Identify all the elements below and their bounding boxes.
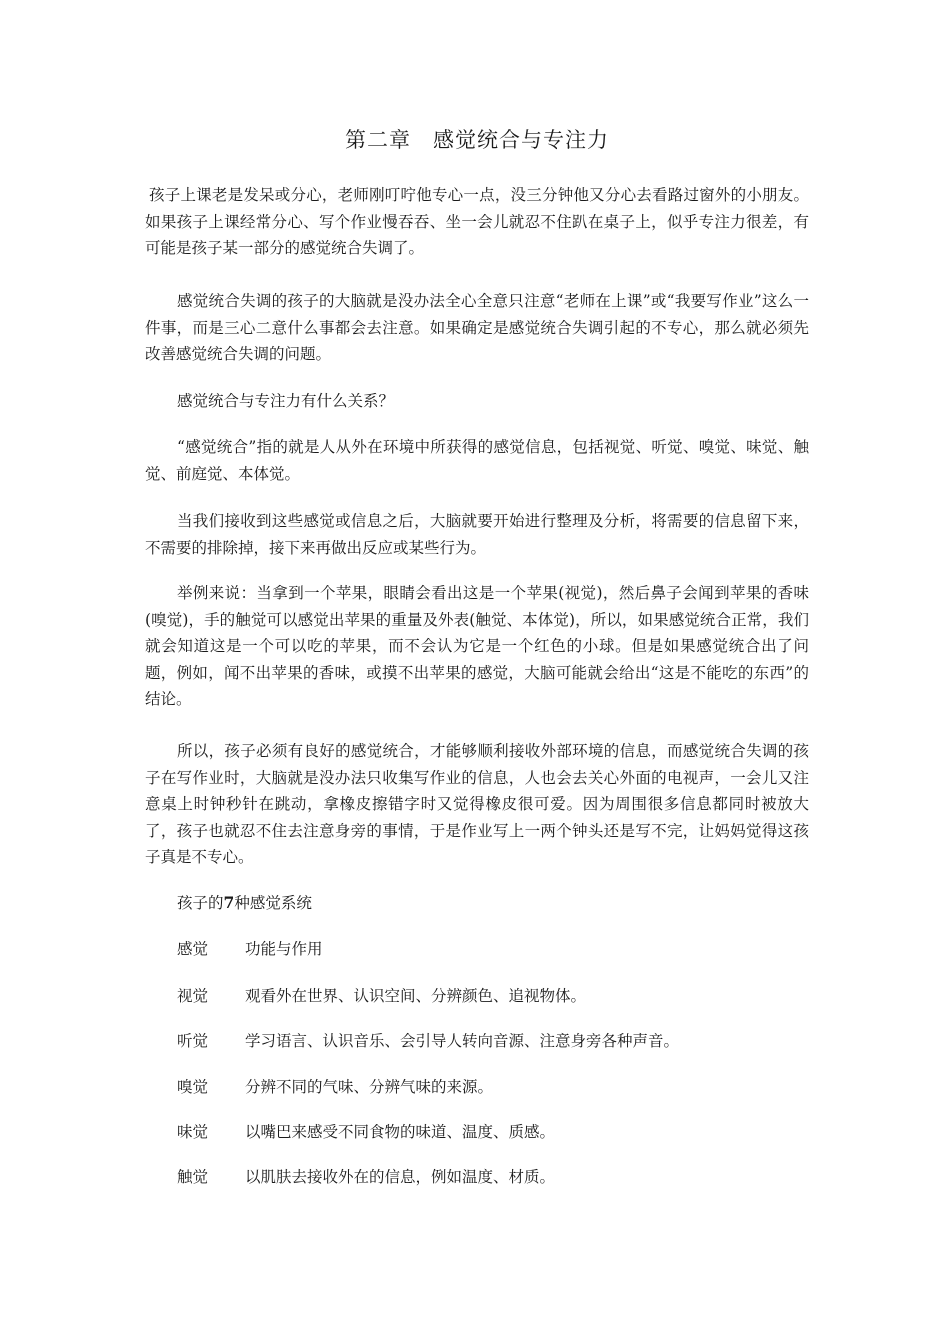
header-sense: 感觉 [177, 940, 209, 958]
row-sense: 触觉 [177, 1168, 209, 1186]
paragraph-processing: 当我们接收到这些感觉或信息之后，大脑就要开始进行整理及分析，将需要的信息留下来，不需要的排除掉，接下来再做出反应或某些行为。 [145, 512, 809, 557]
heading-prefix: 孩子的 [177, 894, 224, 912]
row-function: 学习语言、认识音乐、会引导人转向音源、注意身旁各种声音。 [245, 1032, 680, 1050]
row-function: 以肌肤去接收外在的信息，例如温度、材质。 [245, 1168, 556, 1186]
table-header-row [177, 936, 323, 962]
heading-number: 7 [223, 893, 235, 912]
row-sense: 视觉 [177, 987, 209, 1005]
table-row [177, 1119, 555, 1145]
sense-systems-heading [177, 890, 312, 916]
row-sense: 嗅觉 [177, 1078, 209, 1096]
heading-suffix: 种感觉系统 [234, 894, 312, 912]
paragraph-intro: 孩子上课老是发呆或分心，老师刚叮咛他专心一点，没三分钟他又分心去看路过窗外的小朋友。如果孩子上课经常分心、写个作业慢吞吞、坐一会儿就忍不住趴在桌子上，似乎专注力很差，有可能是孩子某一部分的感觉统合失调了。 [145, 186, 809, 257]
paragraph-apple-example: 举例来说：当拿到一个苹果，眼睛会看出这是一个苹果(视觉)，然后鼻子会闻到苹果的香味(嗅觉)，手的触觉可以感觉出苹果的重量及外表(触觉、本体觉)，所以，如果感觉统合正常，我们就会知道这是一个可以吃的苹果，而不会认为它是一个红色的小球。但是如果感觉统合出了问题，例如，闻不出苹果的香味，或摸不出苹果的感觉，大脑可能就会给出“这是不能吃的东西”的结论。 [145, 584, 809, 708]
table-row [177, 1164, 555, 1190]
paragraph-dysfunction: 感觉统合失调的孩子的大脑就是没办法全心全意只注意“老师在上课”或“我要写作业”这么一件事，而是三心二意什么事都会去注意。如果确定是感觉统合失调引起的不专心，那么就必须先改善感觉统合失调的问题。 [145, 292, 809, 363]
paragraph-definition: “感觉统合”指的就是人从外在环境中所获得的感觉信息，包括视觉、听觉、嗅觉、味觉、触觉、前庭觉、本体觉。 [145, 438, 809, 483]
row-function: 观看外在世界、认识空间、分辨颜色、追视物体。 [245, 987, 587, 1005]
header-function: 功能与作用 [245, 940, 323, 958]
chapter-title: 第二章 感觉统合与专注力 [345, 128, 609, 152]
table-row [177, 1074, 493, 1100]
paragraph-conclusion: 所以，孩子必须有良好的感觉统合，才能够顺利接收外部环境的信息，而感觉统合失调的孩子在写作业时，大脑就是没办法只收集写作业的信息，人也会去关心外面的电视声，一会儿又注意桌上时钟秒针在跳动，拿橡皮擦错字时又觉得橡皮很可爱。因为周围很多信息都同时被放大了，孩子也就忍不住去注意身旁的事情，于是作业写上一两个钟头还是写不完，让妈妈觉得这孩子真是不专心。 [145, 742, 809, 866]
table-row [177, 983, 586, 1009]
row-sense: 味觉 [177, 1123, 209, 1141]
paragraph-question: 感觉统合与专注力有什么关系？ [177, 392, 395, 410]
row-sense: 听觉 [177, 1032, 209, 1050]
row-function: 分辨不同的气味、分辨气味的来源。 [245, 1078, 494, 1096]
table-row [177, 1028, 679, 1054]
row-function: 以嘴巴来感受不同食物的味道、温度、质感。 [245, 1123, 556, 1141]
